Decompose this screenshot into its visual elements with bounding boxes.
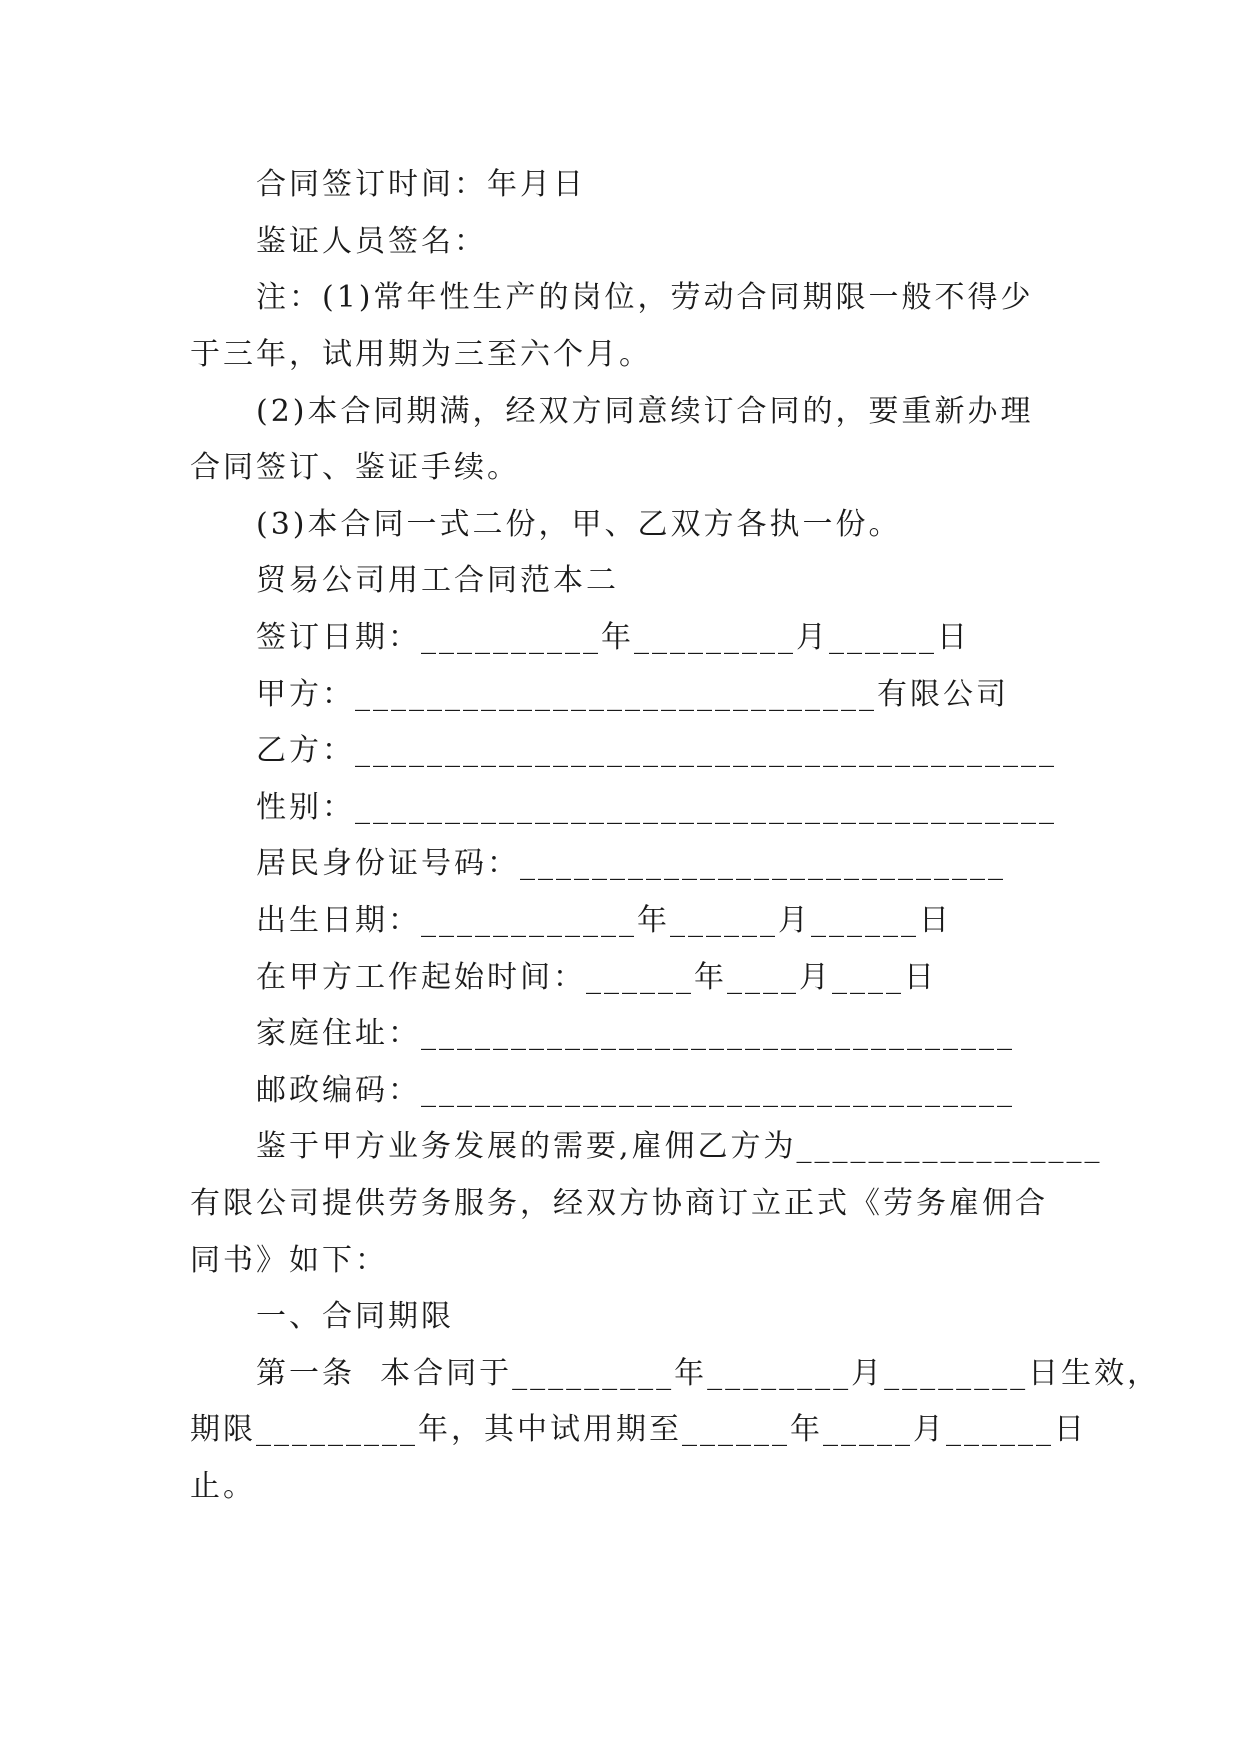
- verifier-signature-line: 鉴证人员签名：: [256, 224, 487, 259]
- signing-time-line: 合同签订时间：年月日: [256, 167, 586, 202]
- gender-field: 性别：_______________________________________: [256, 790, 1057, 825]
- sign-date-field: 签订日期：__________年_________月______日: [256, 620, 970, 655]
- note-1-line: 注：(1)常年性生产的岗位，劳动合同期限一般不得少: [256, 280, 1034, 315]
- preamble-line-2: 有限公司提供劳务服务，经双方协商订立正式《劳务雇佣合: [190, 1186, 1048, 1221]
- note-3-line: (3)本合同一式二份，甲、乙双方各执一份。: [256, 507, 902, 542]
- note-1-continuation: 于三年，试用期为三至六个月。: [190, 337, 652, 372]
- home-address-field: 家庭住址：_________________________________: [256, 1016, 1015, 1051]
- note-2-line: (2)本合同期满，经双方同意续订合同的，要重新办理: [256, 394, 1034, 429]
- postal-code-field: 邮政编码：_________________________________: [256, 1073, 1015, 1108]
- article-1-line-1: 第一条 本合同于_________年________月________日生效，: [256, 1356, 1161, 1391]
- note-2-continuation: 合同签订、鉴证手续。: [190, 450, 520, 485]
- article-1-line-3: 止。: [190, 1469, 256, 1504]
- party-b-field: 乙方：_______________________________________: [256, 733, 1057, 768]
- party-a-field: 甲方：_____________________________有限公司: [256, 677, 1009, 712]
- birth-date-field: 出生日期：____________年______月______日: [256, 903, 952, 938]
- section-title: 贸易公司用工合同范本二: [256, 563, 619, 598]
- article-1-line-2: 期限_________年，其中试用期至______年_____月______日: [190, 1412, 1087, 1447]
- preamble-line-3: 同书》如下：: [190, 1243, 388, 1278]
- start-date-field: 在甲方工作起始时间：______年____月____日: [256, 960, 937, 995]
- id-number-field: 居民身份证号码：___________________________: [256, 846, 1006, 881]
- preamble-line-1: 鉴于甲方业务发展的需要,雇佣乙方为_________________: [256, 1129, 1103, 1164]
- contract-term-heading: 一、合同期限: [256, 1299, 454, 1334]
